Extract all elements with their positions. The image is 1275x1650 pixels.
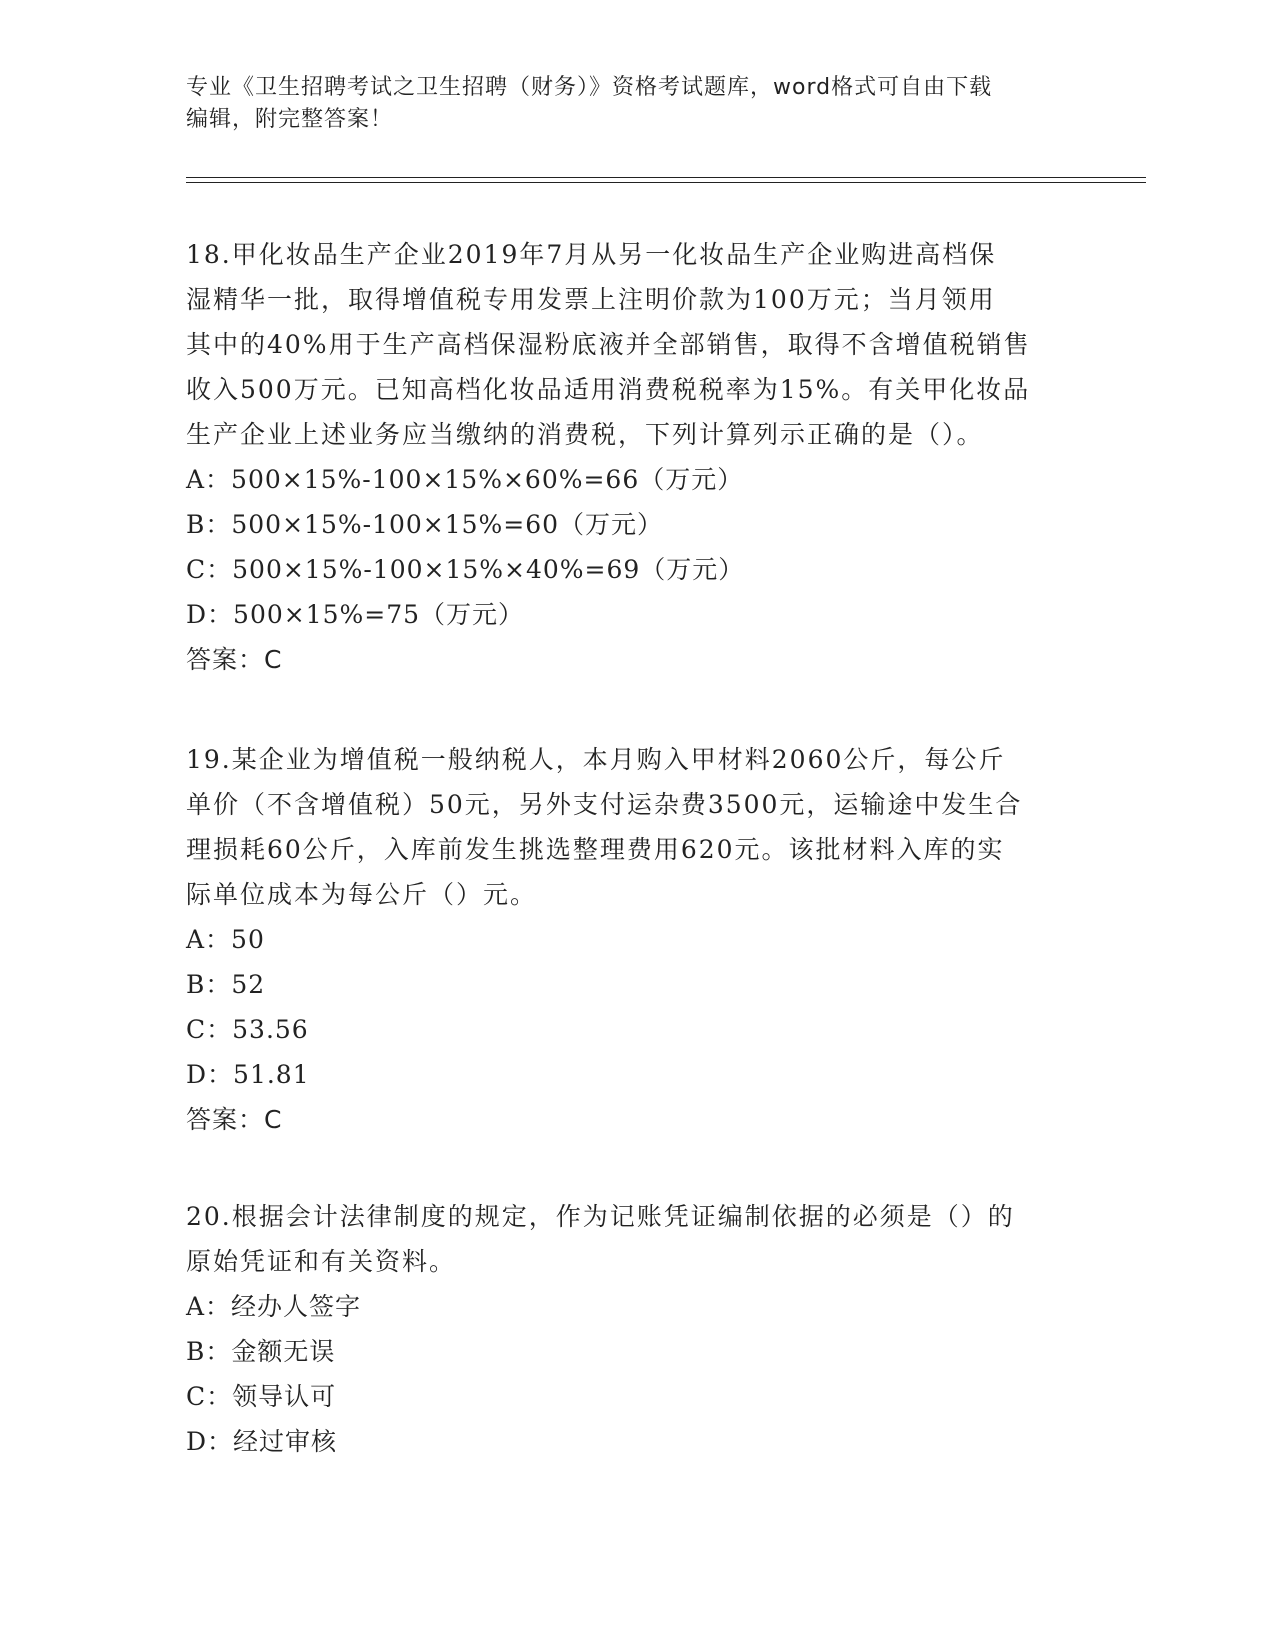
question-18-answer: 答案：C (186, 645, 283, 674)
question-19 (186, 737, 1086, 1142)
question-20-option-d: D：经过审核 (186, 1427, 338, 1456)
question-20-option-c: C：领导认可 (186, 1382, 337, 1411)
question-19-line-4: 际单位成本为每公斤（）元。 (186, 880, 538, 909)
question-19-line-1: 19.某企业为增值税一般纳税人，本月购入甲材料2060公斤，每公斤 (186, 745, 1006, 774)
document-header (186, 72, 1086, 136)
question-19-option-a: A：50 (186, 925, 265, 954)
question-19-option-d: D：51.81 (186, 1060, 310, 1089)
question-19-option-c: C：53.56 (186, 1015, 309, 1044)
question-18-line-3: 其中的40%用于生产高档保湿粉底液并全部销售，取得不含增值税销售 (186, 330, 1031, 359)
header-line-1: 专业《卫生招聘考试之卫生招聘（财务）》资格考试题库，word格式可自由下载 (186, 75, 993, 100)
question-18-line-1: 18.甲化妆品生产企业2019年7月从另一化妆品生产企业购进高档保 (186, 240, 997, 269)
question-18 (186, 232, 1086, 682)
question-18-option-a: A：500×15%-100×15%×60%=66（万元） (186, 465, 744, 494)
question-20-option-b: B：金额无误 (186, 1337, 336, 1366)
question-18-option-d: D：500×15%=75（万元） (186, 600, 525, 629)
question-19-answer: 答案：C (186, 1105, 283, 1134)
header-line-2: 编辑，附完整答案！ (186, 107, 394, 132)
question-19-line-2: 单价（不含增值税）50元，另外支付运杂费3500元，运输途中发生合 (186, 790, 1023, 819)
header-divider-bottom (186, 182, 1146, 183)
question-18-option-c: C：500×15%-100×15%×40%=69（万元） (186, 555, 745, 584)
question-19-option-b: B：52 (186, 970, 266, 999)
question-18-line-4: 收入500万元。已知高档化妆品适用消费税税率为15%。有关甲化妆品 (186, 375, 1031, 404)
question-18-line-2: 湿精华一批，取得增值税专用发票上注明价款为100万元；当月领用 (186, 285, 996, 314)
question-20 (186, 1194, 1086, 1464)
question-19-line-3: 理损耗60公斤，入库前发生挑选整理费用620元。该批材料入库的实 (186, 835, 1005, 864)
question-20-line-1: 20.根据会计法律制度的规定，作为记账凭证编制依据的必须是（）的 (186, 1202, 1015, 1231)
question-18-option-b: B：500×15%-100×15%=60（万元） (186, 510, 664, 539)
question-20-option-a: A：经办人签字 (186, 1292, 362, 1321)
question-20-line-2: 原始凭证和有关资料。 (186, 1247, 457, 1276)
header-divider-top (186, 177, 1146, 178)
question-18-line-5: 生产企业上述业务应当缴纳的消费税，下列计算列示正确的是（）。 (186, 420, 984, 449)
